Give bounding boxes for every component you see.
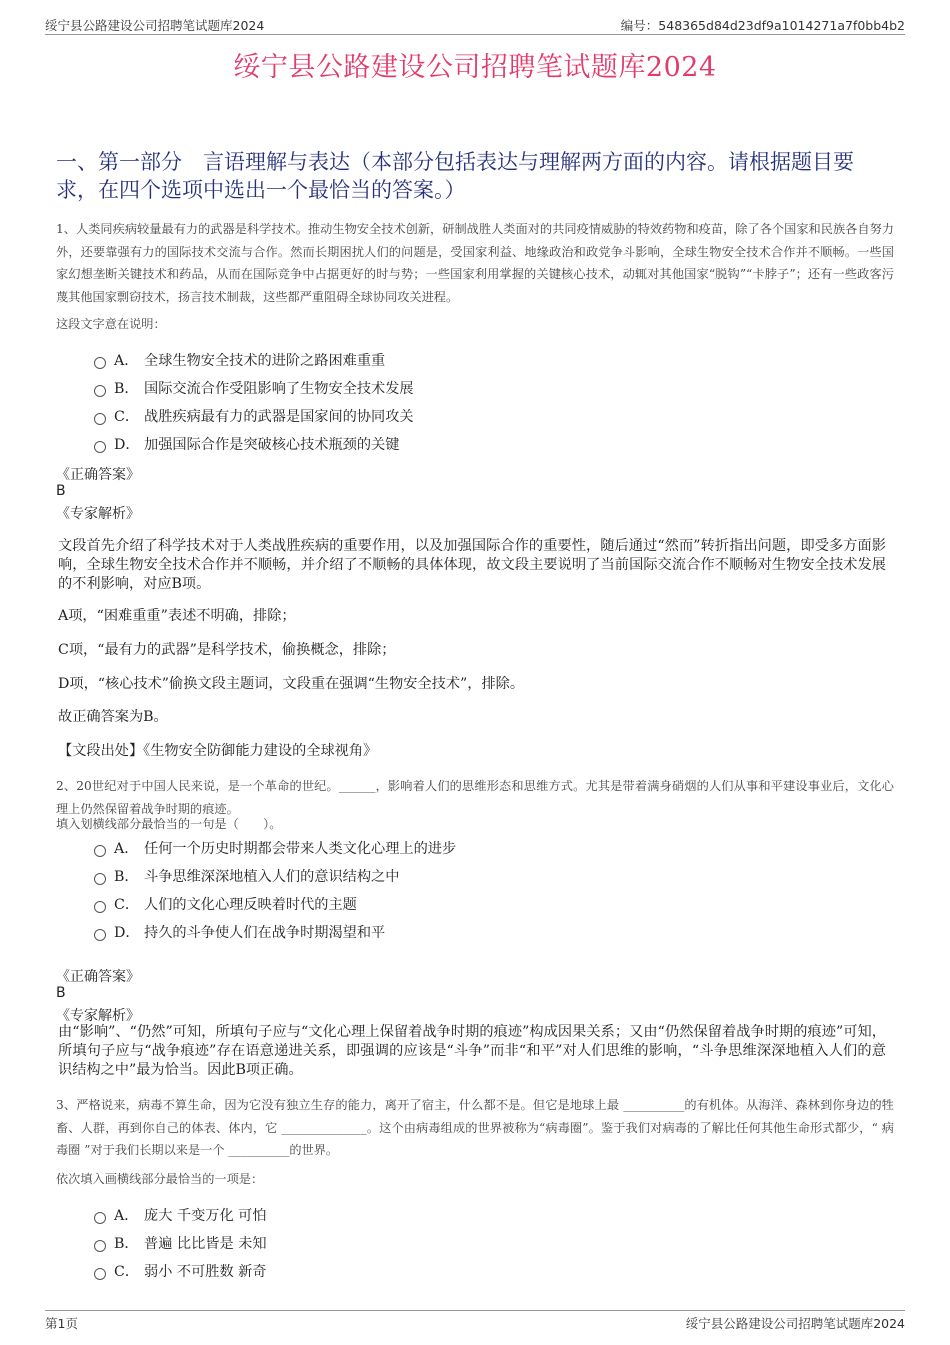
section-heading: 一、第一部分 言语理解与表达（本部分包括表达与理解两方面的内容。请根据题目要求，在四个选项中选出一个最恰当的答案。） xyxy=(56,150,854,202)
q1-option-b[interactable]: B． 国际交流合作受阻影响了生物安全技术发展 xyxy=(94,378,414,398)
radio-icon[interactable] xyxy=(94,873,106,885)
q1-analysis-conclusion: 故正确答案为B。 xyxy=(58,709,168,725)
q3-text: 3、严格说来，病毒不算生命，因为它没有独立生存的能力，离开了宿主，什么都不是。但它是地球上最 __________的有机体。从海洋、森林到你身边的牲畜、人群，再到你自己的体表、体内，它 ______________。这个由病毒组成的世界被称为“病毒圈”。鉴于我们对病毒的了解比任何其他生命形式都少，“ 病毒圈 ”对于我们长期以来是一个 __________的世界。 xyxy=(56,1098,894,1157)
q1-option-d[interactable]: D． 加强国际合作是突破核心技术瓶颈的关键 xyxy=(94,434,399,454)
q3-option-b[interactable]: B． 普遍 比比皆是 未知 xyxy=(94,1233,267,1253)
q2-answer: B xyxy=(56,985,66,1001)
radio-icon[interactable] xyxy=(94,441,106,453)
q3-option-c[interactable]: C． 弱小 不可胜数 新奇 xyxy=(94,1261,267,1281)
radio-icon[interactable] xyxy=(94,929,106,941)
q1-analysis-c: C项，“最有力的武器”是科学技术，偷换概念，排除； xyxy=(58,642,396,658)
radio-icon[interactable] xyxy=(94,901,106,913)
q2-text: 2、20世纪对于中国人民来说，是一个革命的世纪。______，影响着人们的思维形态和思维方式。尤其是带着满身硝烟的人们从事和平建设事业后，文化心理上仍然保留着战争时期的痕迹。 xyxy=(56,779,894,816)
q1-source: 【文段出处】《生物安全防御能力建设的全球视角》 xyxy=(58,743,378,759)
page-footer xyxy=(45,1310,905,1331)
footer-title: 绥宁县公路建设公司招聘笔试题库2024 xyxy=(685,1316,905,1331)
q1-prompt: 这段文字意在说明： xyxy=(56,317,166,331)
q2-analysis-label: 《专家解析》 xyxy=(56,1008,140,1024)
q1-analysis-label: 《专家解析》 xyxy=(56,506,140,522)
page-number: 第1页 xyxy=(45,1316,78,1331)
q2-answer-label: 《正确答案》 xyxy=(56,969,140,985)
q2-analysis: 由“影响”、“仍然”可知，所填句子应与“文化心理上保留着战争时期的痕迹”构成因果关系；又由“仍然保留着战争时期的痕迹”可知，所填句子应与“战争痕迹”存在语意递进关系，即强调的应该是“斗争”而非“和平”对人们思维的影响，“斗争思维深深地植入人们的意识结构之中”最为恰当。因此B项正确。 xyxy=(58,1024,886,1078)
q3-prompt: 依次填入画横线部分最恰当的一项是： xyxy=(56,1172,264,1186)
q2-option-c[interactable]: C． 人们的文化心理反映着时代的主题 xyxy=(94,894,357,914)
radio-icon[interactable] xyxy=(94,385,106,397)
radio-icon[interactable] xyxy=(94,1212,106,1224)
q1-answer: B xyxy=(56,483,66,499)
radio-icon[interactable] xyxy=(94,1240,106,1252)
radio-icon[interactable] xyxy=(94,845,106,857)
q2-option-d[interactable]: D． 持久的斗争使人们在战争时期渴望和平 xyxy=(94,922,385,942)
q1-analysis-main: 文段首先介绍了科学技术对于人类战胜疾病的重要作用，以及加强国际合作的重要性，随后通过“然而”转折指出问题，即受多方面影响，全球生物安全技术合作并不顺畅，并介绍了不顺畅的具体体现，故文段主要说明了当前国际交流合作不顺畅对生物安全技术发展的不利影响，对应B项。 xyxy=(58,538,886,592)
header-serial: 编号：548365d84d23df9a1014271a7f0bb4b2 xyxy=(620,18,905,33)
q1-option-c[interactable]: C． 战胜疾病最有力的武器是国家间的协同攻关 xyxy=(94,406,414,426)
radio-icon[interactable] xyxy=(94,357,106,369)
q1-analysis-d: D项，“核心技术”偷换文段主题词，文段重在强调“生物安全技术”，排除。 xyxy=(58,676,525,692)
header-title: 绥宁县公路建设公司招聘笔试题库2024 xyxy=(45,18,265,33)
q1-option-a[interactable]: A． 全球生物安全技术的进阶之路困难重重 xyxy=(94,350,385,370)
radio-icon[interactable] xyxy=(94,413,106,425)
q2-option-b[interactable]: B． 斗争思维深深地植入人们的意识结构之中 xyxy=(94,866,399,886)
q3-option-a[interactable]: A． 庞大 千变万化 可怕 xyxy=(94,1205,267,1225)
q1-text: 1、人类同疾病较量最有力的武器是科学技术。推动生物安全技术创新，研制战胜人类面对的共同疫情威胁的特效药物和疫苗，除了各个国家和民族各自努力外，还要靠强有力的国际技术交流与合作。然而长期困扰人们的问题是，受国家利益、地缘政治和政党争斗影响，全球生物安全技术合作并不顺畅。一些国家幻想垄断关键技术和药品，从而在国际竞争中占据更好的时与势；一些国家利用掌握的关键核心技术，动辄对其他国家“脱钩”“卡脖子”；还有一些政客污蔑其他国家剽窃技术，扬言技术制裁，这些都严重阻碍全球协同攻关进程。 xyxy=(56,222,894,304)
radio-icon[interactable] xyxy=(94,1268,106,1280)
q2-prompt: 填入划横线部分最恰当的一句是（ ）。 xyxy=(56,817,282,831)
document-title: 绥宁县公路建设公司招聘笔试题库2024 xyxy=(233,52,717,83)
q1-analysis-a: A项，“困难重重”表述不明确，排除； xyxy=(58,608,296,624)
page-header xyxy=(45,14,905,35)
q1-answer-label: 《正确答案》 xyxy=(56,467,140,483)
q2-option-a[interactable]: A． 任何一个历史时期都会带来人类文化心理上的进步 xyxy=(94,838,456,858)
